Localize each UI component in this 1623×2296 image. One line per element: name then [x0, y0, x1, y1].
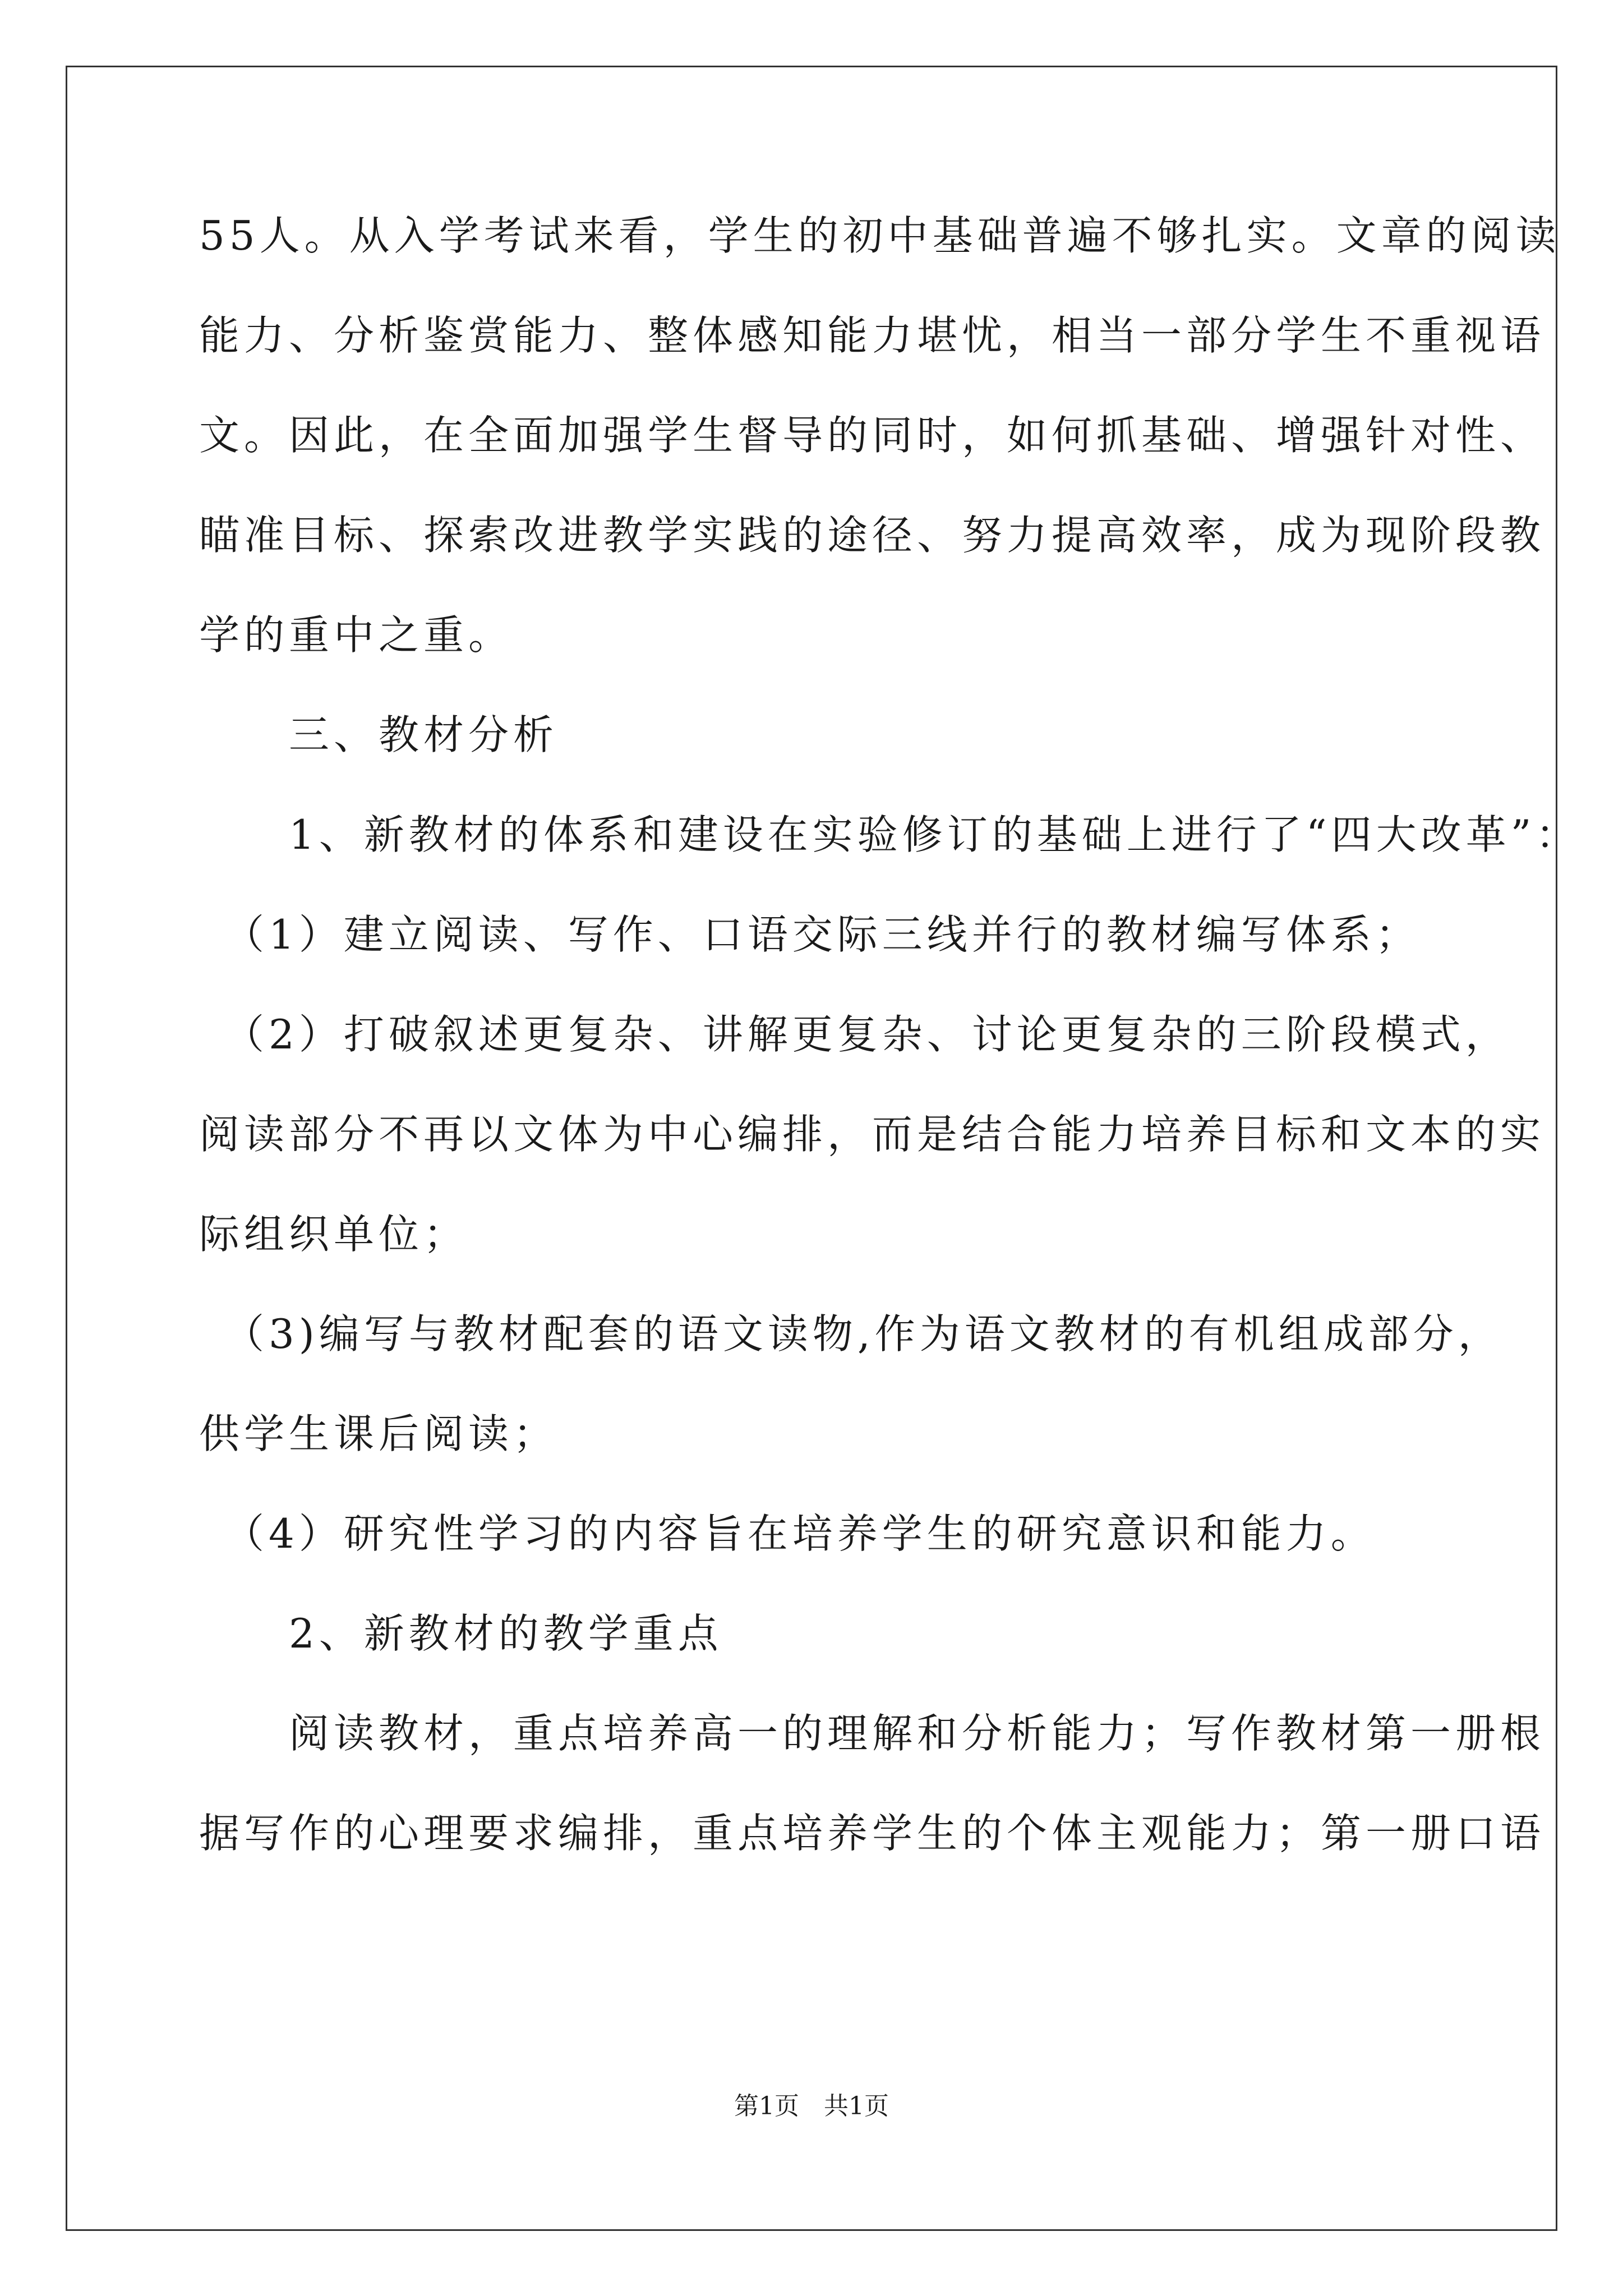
paragraph-line: 1、新教材的体系和建设在实验修订的基础上进行了“四大改革”：: [199, 811, 1581, 858]
paragraph-line: 学的重中之重。: [199, 611, 514, 659]
paragraph-line: 阅读教材，重点培养高一的理解和分析能力；写作教材第一册根: [199, 1710, 1546, 1757]
list-item: （3)编写与教材配套的语文读物,作为语文教材的有机组成部分，: [199, 1310, 1503, 1358]
list-item: （2）打破叙述更复杂、讲解更复杂、讨论更复杂的三阶段模式，: [199, 1011, 1510, 1058]
paragraph-line: 际组织单位；: [199, 1211, 469, 1258]
page-footer: 第1页 共1页: [734, 2092, 889, 2120]
paragraph-line: 供学生课后阅读；: [199, 1410, 559, 1457]
paragraph-line: 据写作的心理要求编排，重点培养学生的个体主观能力；第一册口语: [199, 1810, 1546, 1857]
section-heading: 2、新教材的教学重点: [199, 1610, 723, 1657]
paragraph-line: 阅读部分不再以文体为中心编排，而是结合能力培养目标和文本的实: [199, 1111, 1546, 1158]
paragraph-line: 能力、分析鉴赏能力、整体感知能力堪忧，相当一部分学生不重视语: [199, 312, 1546, 359]
paragraph-line: 55人。从入学考试来看，学生的初中基础普遍不够扎实。文章的阅读: [199, 212, 1561, 259]
paragraph-line: 瞄准目标、探索改进教学实践的途径、努力提高效率，成为现阶段教: [199, 512, 1546, 559]
paragraph-line: 文。因此，在全面加强学生督导的同时，如何抓基础、增强针对性、: [199, 412, 1546, 459]
list-item: （4）研究性学习的内容旨在培养学生的研究意识和能力。: [199, 1510, 1376, 1557]
section-heading: 三、教材分析: [199, 711, 559, 758]
list-item: （1）建立阅读、写作、口语交际三线并行的教材编写体系；: [199, 911, 1421, 958]
